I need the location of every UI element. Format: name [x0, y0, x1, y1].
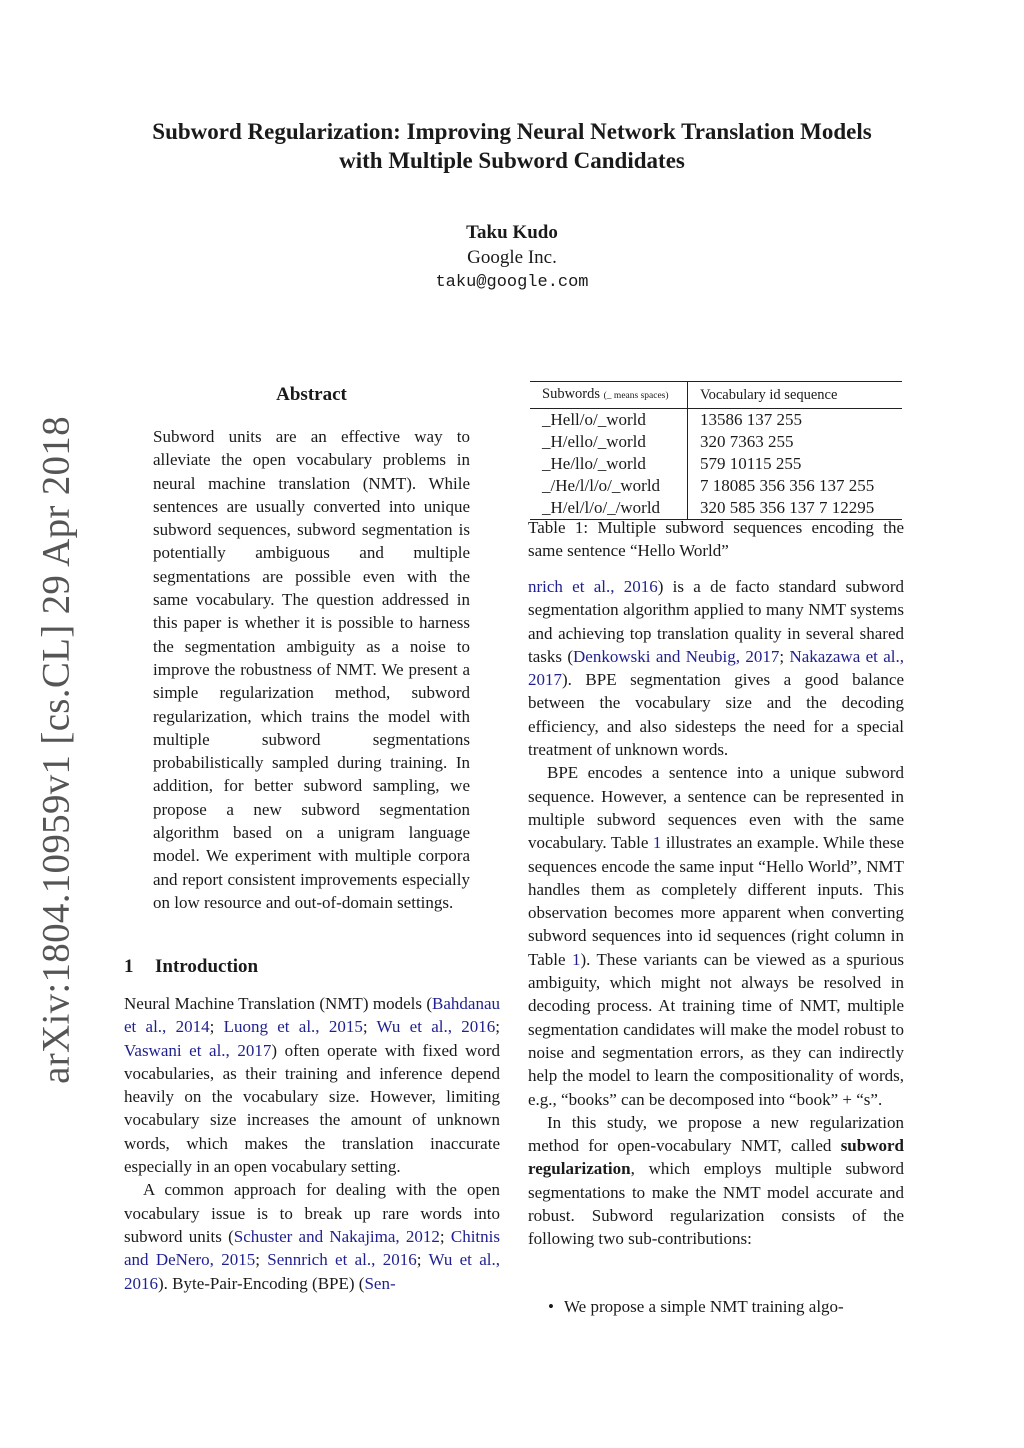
text-run: ;	[779, 646, 790, 666]
text-run: In this study, we propose a new regularization method for open-vocabulary NMT, called	[528, 1112, 904, 1156]
citation-link[interactable]: Schuster and Nakajima, 2012	[233, 1226, 440, 1246]
header-subwords-note: (_ means spaces)	[603, 391, 669, 401]
title-line-1: Subword Regularization: Improving Neural Network Translation Models	[152, 119, 872, 144]
table-row	[530, 431, 902, 453]
subwords-cell: _/He/l/l/o/_world	[530, 475, 688, 497]
author-affiliation: Google Inc.	[467, 247, 557, 268]
author-email[interactable]: taku@google.com	[435, 273, 589, 292]
table-1-caption: Table 1: Multiple subword sequences encoding the same sentence “Hello World”	[528, 518, 904, 561]
arxiv-identifier-stamp: arXiv:1804.10959v1 [cs.CL] 29 Apr 2018	[34, 416, 78, 1084]
table-row	[530, 409, 902, 432]
bullet-text: We propose a simple NMT training algo-	[564, 1297, 844, 1316]
text-run: ;	[362, 1017, 377, 1037]
abstract-heading: Abstract	[276, 384, 347, 405]
text-run: ;	[416, 1250, 429, 1270]
citation-link[interactable]: Sennrich et al., 2016	[267, 1250, 417, 1270]
contribution-bullet	[548, 1295, 904, 1318]
text-run: Neural Machine Translation (NMT) models (	[124, 994, 433, 1013]
left-column-body	[124, 992, 500, 1295]
citation-link[interactable]: Sen-	[364, 1273, 396, 1293]
text-run: illustrates an example. While these sequences encode the same input “Hello World”, NMT handles them as completely different inputs. This observation becomes more apparent when converting subword sequences into id sequences (right column in Table	[528, 833, 905, 969]
ids-cell: 13586 137 255	[700, 410, 802, 429]
table-row	[530, 475, 902, 497]
citation-link[interactable]: Denkowski and Neubig, 2017	[573, 646, 780, 666]
citation-link[interactable]: Nakazawa et al., 2017	[528, 646, 904, 690]
text-run: ) often operate with fixed word vocabularies, as their training and inference depend heavily on the vocabulary size. However, limiting vocabulary size increases the amount of unknown words, which makes the translation inaccurate especially in an open vocabulary setting.	[124, 1040, 501, 1177]
text-run: ). BPE segmentation gives a good balance between the vocabulary size and the decoding efficiency, and also sidesteps the need for a special treatment of unknown words.	[528, 670, 904, 760]
header-subwords-label: Subwords	[542, 386, 601, 402]
subwords-cell: _Hell/o/_world	[530, 409, 688, 432]
subword-table	[530, 381, 902, 520]
section-number: 1	[124, 956, 134, 977]
citation-link[interactable]: Bahdanau et al., 2014	[124, 994, 500, 1037]
text-run: ). Byte-Pair-Encoding (BPE) (	[158, 1273, 365, 1293]
bullet-dot-icon: •	[548, 1297, 554, 1316]
ids-cell: 320 7363 255	[700, 432, 794, 451]
text-run: ). These variants can be viewed as a spurious ambiguity, which might not always be resolved in decoding process. At training time of NMT, multiple segmentation candidates will make the model robust to noise and segmentation errors, as they can indirectly help the model to learn the compositionality of words, e.g., “books” can be decomposed into “book” + “s”.	[528, 949, 904, 1109]
text-run: BPE encodes a sentence into a unique subword sequence. However, a sentence can be represented in multiple subword sequences even with the same vocabulary. Table	[528, 763, 904, 853]
text-run: ) is a de facto standard subword segmentation algorithm applied to many NMT systems and achieving top translation quality in several shared tasks (	[528, 577, 905, 666]
right-paragraph-1	[528, 575, 904, 761]
subwords-cell: _He/llo/_world	[530, 453, 688, 475]
header-vocab-ids: Vocabulary id sequence	[700, 387, 838, 403]
table-1	[530, 381, 902, 520]
table-reference-link[interactable]: 1	[652, 833, 662, 853]
paper-title	[100, 117, 924, 175]
intro-paragraph-1	[124, 992, 500, 1178]
text-run: ;	[439, 1226, 451, 1246]
abstract-text: Subword units are an effective way to alleviate the open vocabulary problems in neural machine translation (NMT). While sentences are usually converted into unique subword sequences, subword segmentation is potentially ambiguous and multiple segmentations are possible even with the same vocabulary. The question addressed in this paper is whether it is possible to harness the segmentation ambiguity as a noise to improve the robustness of NMT. We present a simple regularization method, subword regularization, which trains the model with multiple subword segmentations probabilistically sampled during training. In addition, for better subword sampling, we propose a new subword segmentation algorithm based on a unigram language model. We experiment with multiple corpora and report consistent improvements especially on low resource and out-of-domain settings.	[153, 427, 470, 912]
citation-link[interactable]: Vaswani et al., 2017	[124, 1040, 272, 1060]
ids-cell: 320 585 356 137 7 12295	[700, 498, 875, 517]
ids-cell: 7 18085 356 356 137 255	[700, 476, 875, 495]
text-run: ;	[495, 1017, 501, 1037]
text-run: , which employs multiple subword segmentations to make the NMT model accurate and robust. Subword regularization consists of the following two sub-contributions:	[528, 1159, 904, 1249]
citation-link[interactable]: Wu et al., 2016	[376, 1017, 496, 1037]
intro-paragraph-2	[124, 1178, 500, 1294]
author-name: Taku Kudo	[466, 222, 558, 243]
citation-link[interactable]: Wu et al., 2016	[124, 1250, 500, 1293]
citation-link[interactable]: Chitnis and DeNero, 2015	[124, 1226, 500, 1270]
table-row	[530, 453, 902, 475]
text-run: A common approach for dealing with the open vocabulary issue is to break up rare words into subword units (	[124, 1180, 500, 1246]
title-line-2: with Multiple Subword Candidates	[339, 148, 685, 173]
header-subwords	[530, 382, 688, 409]
right-paragraph-2	[528, 761, 904, 1110]
text-run: ;	[255, 1250, 268, 1270]
text-run: ;	[209, 1017, 224, 1037]
table-header-row	[530, 382, 902, 409]
table-reference-link[interactable]: 1	[571, 949, 581, 969]
bold-term: subword regularization	[528, 1136, 904, 1179]
citation-link[interactable]: nrich et al., 2016	[528, 577, 658, 596]
citation-link[interactable]: Luong et al., 2015	[223, 1017, 363, 1037]
subwords-cell: _H/el/l/o/_/world	[530, 497, 688, 520]
subwords-cell: _H/ello/_world	[530, 431, 688, 453]
right-column-body	[528, 575, 904, 1251]
ids-cell: 579 10115 255	[700, 454, 802, 473]
section-heading-introduction	[124, 956, 500, 978]
section-title: Introduction	[155, 956, 259, 977]
right-paragraph-3	[528, 1111, 904, 1251]
